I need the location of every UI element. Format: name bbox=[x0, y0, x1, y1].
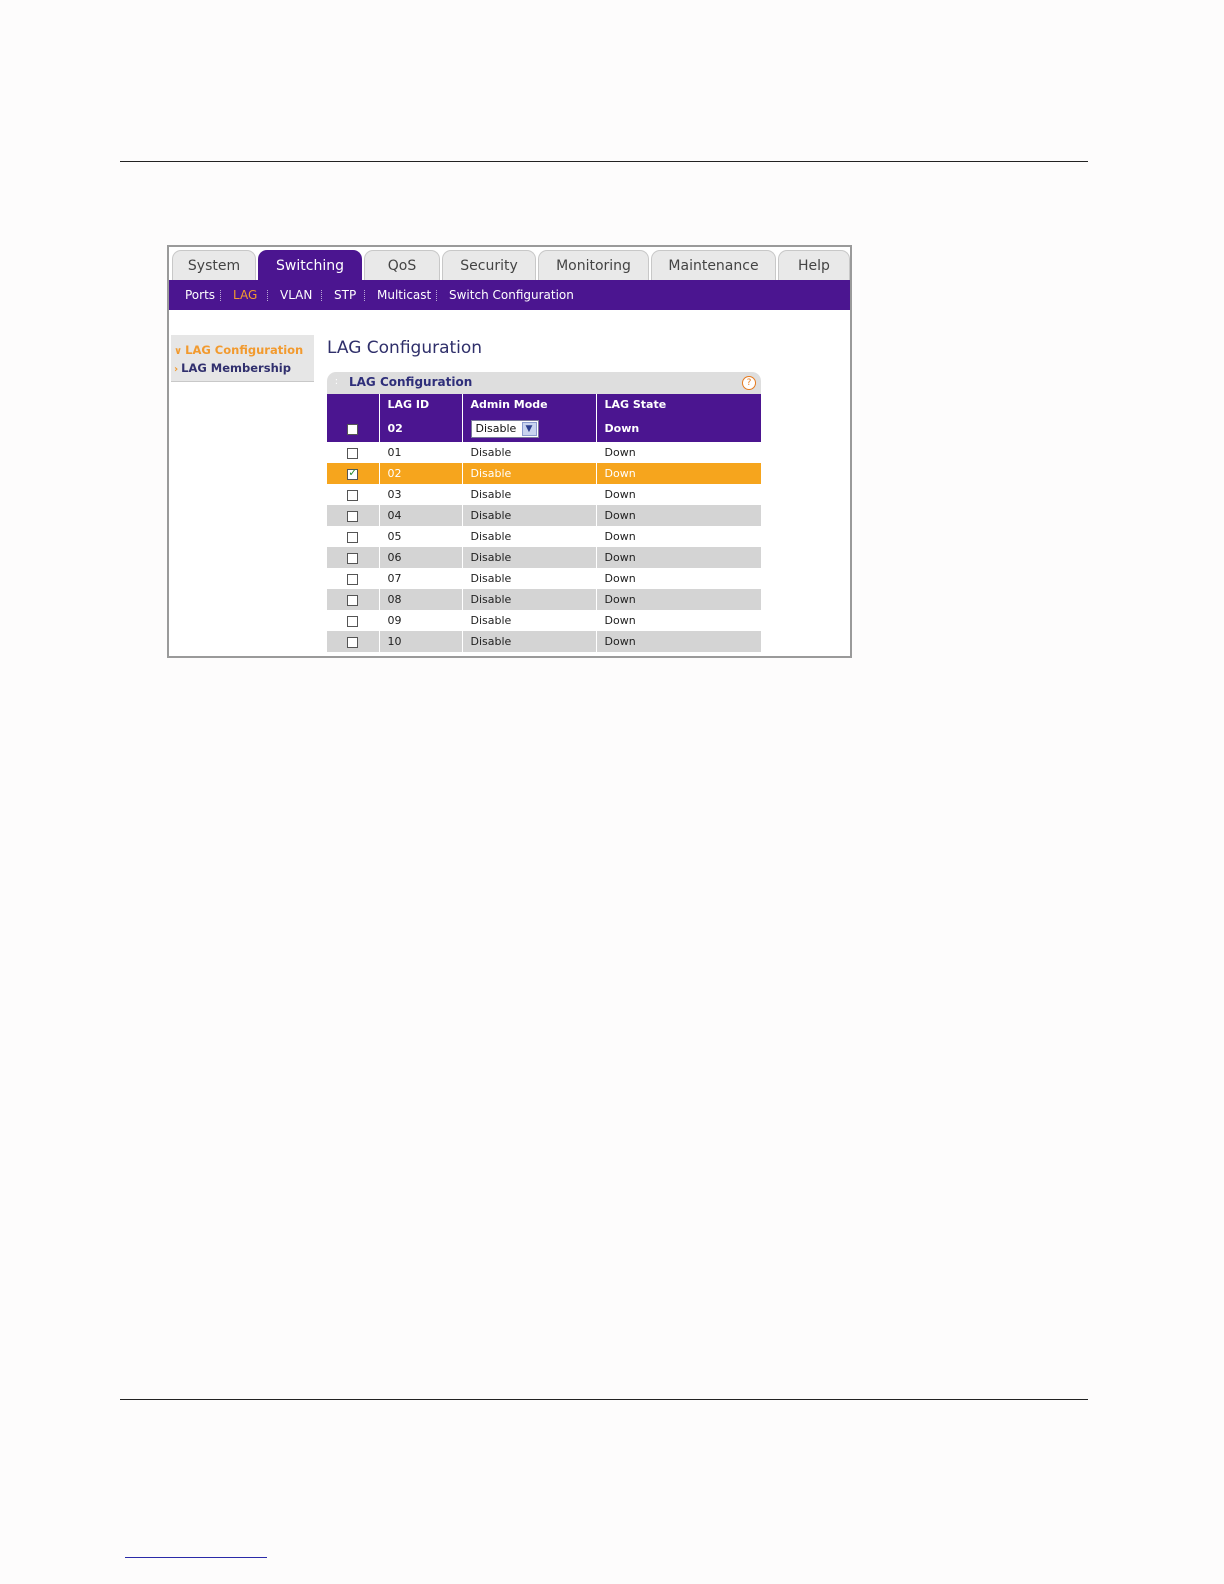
tab-monitoring[interactable]: Monitoring bbox=[538, 250, 649, 281]
page-header-rule bbox=[120, 161, 1088, 162]
tab-maintenance[interactable]: Maintenance bbox=[651, 250, 776, 281]
row-select-cell bbox=[327, 589, 379, 610]
chevron-down-icon[interactable]: ▼ bbox=[522, 422, 537, 436]
row-checkbox[interactable] bbox=[347, 511, 358, 522]
cell-lag-id: 02 bbox=[379, 463, 462, 484]
table-row[interactable] bbox=[327, 442, 761, 463]
admin-mode-select[interactable] bbox=[471, 420, 539, 438]
subnav-vlan[interactable]: VLAN bbox=[280, 288, 313, 302]
lag-table bbox=[327, 394, 762, 652]
cell-lag-id: 09 bbox=[379, 610, 462, 631]
tab-qos[interactable]: QoS bbox=[364, 250, 440, 281]
page-footer-rule bbox=[120, 1399, 1088, 1400]
select-all-checkbox[interactable] bbox=[347, 424, 358, 435]
cell-lag-id: 06 bbox=[379, 547, 462, 568]
edit-row-admin-mode-cell bbox=[462, 415, 596, 442]
subnav-switch-configuration[interactable]: Switch Configuration bbox=[449, 288, 574, 302]
row-checkbox-checked[interactable] bbox=[347, 469, 358, 480]
row-select-cell bbox=[327, 631, 379, 652]
cell-admin-mode: Disable bbox=[462, 610, 596, 631]
grip-icon: ∶ bbox=[335, 377, 338, 388]
subnav-lag[interactable]: LAG bbox=[233, 288, 258, 302]
cell-lag-state: Down bbox=[596, 526, 761, 547]
column-header-admin-mode[interactable]: Admin Mode bbox=[462, 394, 596, 415]
row-checkbox[interactable] bbox=[347, 595, 358, 606]
chevron-down-icon: ∨ bbox=[174, 346, 183, 357]
sidebar-item-lag-membership[interactable] bbox=[174, 361, 291, 375]
subnav-separator bbox=[220, 290, 221, 301]
tab-switching[interactable]: Switching bbox=[258, 250, 362, 281]
tab-security[interactable]: Security bbox=[442, 250, 536, 281]
sidebar-item-label: LAG Membership bbox=[181, 361, 291, 375]
help-icon[interactable]: ? bbox=[742, 376, 756, 390]
table-row[interactable] bbox=[327, 526, 761, 547]
cell-admin-mode: Disable bbox=[462, 631, 596, 652]
row-checkbox[interactable] bbox=[347, 448, 358, 459]
row-checkbox[interactable] bbox=[347, 616, 358, 627]
row-select-cell bbox=[327, 463, 379, 484]
row-select-cell bbox=[327, 547, 379, 568]
row-select-cell bbox=[327, 505, 379, 526]
cell-lag-state: Down bbox=[596, 547, 761, 568]
table-row-selected[interactable] bbox=[327, 463, 761, 484]
table-row[interactable] bbox=[327, 505, 761, 526]
table-row[interactable] bbox=[327, 610, 761, 631]
row-select-cell bbox=[327, 610, 379, 631]
table-row[interactable] bbox=[327, 568, 761, 589]
panel-title: LAG Configuration bbox=[349, 375, 473, 389]
row-checkbox[interactable] bbox=[347, 637, 358, 648]
edit-row-lag-state: Down bbox=[596, 415, 761, 442]
cell-lag-state: Down bbox=[596, 610, 761, 631]
row-select-cell bbox=[327, 484, 379, 505]
row-select-cell bbox=[327, 568, 379, 589]
cell-admin-mode: Disable bbox=[462, 547, 596, 568]
subnav-stp[interactable]: STP bbox=[334, 288, 357, 302]
table-header-row bbox=[327, 394, 761, 415]
sidebar-item-lag-configuration[interactable] bbox=[174, 343, 303, 357]
cell-lag-state: Down bbox=[596, 442, 761, 463]
table-row[interactable] bbox=[327, 589, 761, 610]
cell-admin-mode: Disable bbox=[462, 526, 596, 547]
cell-admin-mode: Disable bbox=[462, 442, 596, 463]
subnav-separator bbox=[267, 290, 268, 301]
tab-help[interactable]: Help bbox=[778, 250, 850, 281]
subnav-multicast[interactable]: Multicast bbox=[377, 288, 432, 302]
row-checkbox[interactable] bbox=[347, 490, 358, 501]
cell-lag-state: Down bbox=[596, 568, 761, 589]
table-row[interactable] bbox=[327, 484, 761, 505]
cell-lag-id: 03 bbox=[379, 484, 462, 505]
edit-row-select-cell bbox=[327, 415, 379, 442]
admin-mode-select-value: Disable bbox=[475, 421, 517, 435]
panel-header bbox=[327, 372, 761, 394]
sidebar-item-label: LAG Configuration bbox=[185, 343, 304, 357]
cell-lag-state: Down bbox=[596, 484, 761, 505]
sub-navigation bbox=[169, 280, 850, 310]
cell-lag-id: 01 bbox=[379, 442, 462, 463]
subnav-separator bbox=[436, 290, 437, 301]
cell-lag-id: 04 bbox=[379, 505, 462, 526]
cell-admin-mode: Disable bbox=[462, 484, 596, 505]
cell-admin-mode: Disable bbox=[462, 589, 596, 610]
cell-admin-mode: Disable bbox=[462, 505, 596, 526]
cell-lag-id: 07 bbox=[379, 568, 462, 589]
main-tab-bar bbox=[169, 247, 850, 281]
page-title: LAG Configuration bbox=[327, 338, 483, 358]
cell-lag-id: 05 bbox=[379, 526, 462, 547]
column-header-select bbox=[327, 394, 379, 415]
chevron-right-icon: › bbox=[174, 364, 179, 375]
row-select-cell bbox=[327, 526, 379, 547]
footer-link-underline bbox=[125, 1557, 267, 1558]
row-checkbox[interactable] bbox=[347, 532, 358, 543]
cell-admin-mode: Disable bbox=[462, 568, 596, 589]
cell-lag-state: Down bbox=[596, 589, 761, 610]
cell-lag-state: Down bbox=[596, 463, 761, 484]
row-checkbox[interactable] bbox=[347, 574, 358, 585]
table-row[interactable] bbox=[327, 547, 761, 568]
edit-row bbox=[327, 415, 761, 442]
column-header-lag-state[interactable]: LAG State bbox=[596, 394, 761, 415]
cell-lag-state: Down bbox=[596, 631, 761, 652]
edit-row-lag-id: 02 bbox=[379, 415, 462, 442]
subnav-separator bbox=[364, 290, 365, 301]
side-menu bbox=[171, 335, 314, 382]
subnav-separator bbox=[321, 290, 322, 301]
table-row[interactable] bbox=[327, 631, 761, 652]
cell-lag-state: Down bbox=[596, 505, 761, 526]
column-header-lag-id[interactable]: LAG ID bbox=[379, 394, 462, 415]
row-checkbox[interactable] bbox=[347, 553, 358, 564]
cell-lag-id: 10 bbox=[379, 631, 462, 652]
screenshot-frame bbox=[167, 245, 852, 658]
row-select-cell bbox=[327, 442, 379, 463]
cell-lag-id: 08 bbox=[379, 589, 462, 610]
tab-system[interactable]: System bbox=[172, 250, 256, 281]
cell-admin-mode: Disable bbox=[462, 463, 596, 484]
subnav-ports[interactable]: Ports bbox=[185, 288, 216, 302]
